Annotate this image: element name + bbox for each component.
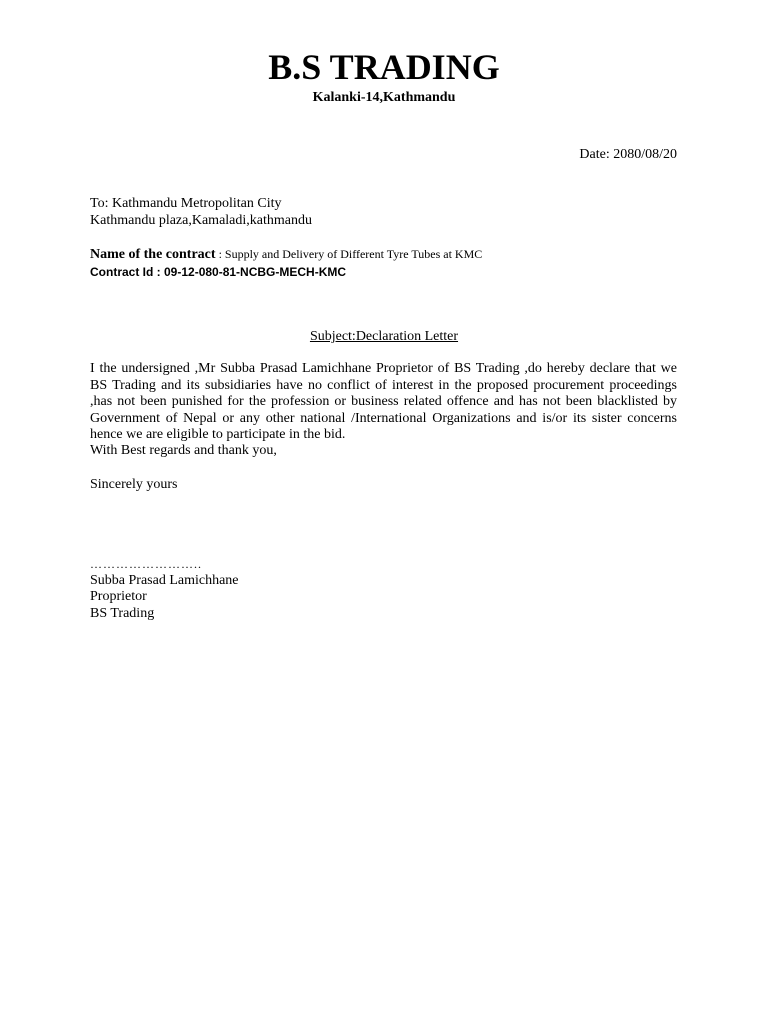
company-address: Kalanki-14,Kathmandu <box>312 90 456 105</box>
regards-line: With Best regards and thank you, <box>90 443 277 458</box>
contract-block <box>90 246 677 280</box>
recipient-block <box>90 196 677 229</box>
subject-line <box>0 328 768 346</box>
contract-name-value: : Supply and Delivery of Different Tyre Tubes at KMC <box>215 247 483 261</box>
contract-id-value: 09-12-080-81-NCBG-MECH-KMC <box>164 264 347 279</box>
closing-line: Sincerely yours <box>90 477 178 492</box>
recipient-line-2: Kathmandu plaza,Kamaladi,kathmandu <box>90 212 312 228</box>
contract-name-line <box>90 246 677 264</box>
contract-id-line <box>90 264 677 281</box>
signatory-title: Proprietor <box>90 589 147 604</box>
contract-name-label: Name of the contract <box>90 247 216 262</box>
company-name: B.S TRADING <box>268 47 500 87</box>
contract-id-label: Contract Id : <box>90 264 164 279</box>
letter-date: Date: 2080/08/20 <box>579 147 677 162</box>
signature-dotted-line: …………………….. <box>90 557 202 571</box>
signatory-name: Subba Prasad Lamichhane <box>90 572 239 588</box>
signatory-company: BS Trading <box>90 605 155 621</box>
declaration-body: I the undersigned ,Mr Subba Prasad Lamichhane Proprietor of BS Trading ,do hereby declare that we BS Trading and its subsidiaries have no conflict of interest in the proposed procurement proceedings ,has not been punished for the profession or business related offence and has not been blacklisted by Government of Nepal or any other national /International Organizations and is/or its sister concerns hence we are eligible to participate in the bid. <box>90 361 677 442</box>
recipient-line-1: To: Kathmandu Metropolitan City <box>90 196 282 211</box>
subject-text: Subject:Declaration Letter <box>309 329 459 344</box>
signature-block <box>90 556 677 622</box>
